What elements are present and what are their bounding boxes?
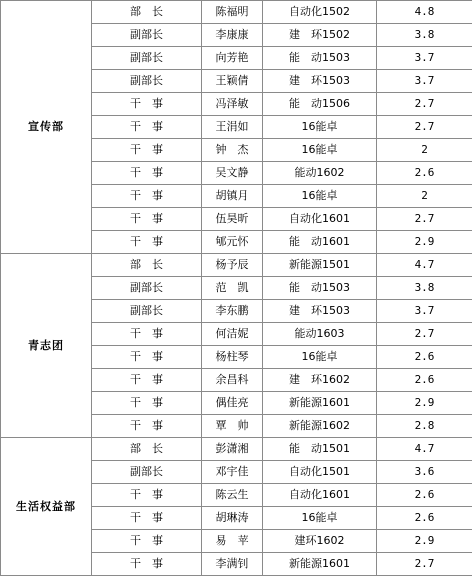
member-class: 建 环1602 bbox=[263, 369, 377, 392]
table-row bbox=[1, 254, 472, 277]
member-class: 能 动1503 bbox=[263, 47, 377, 70]
member-name: 何洁妮 bbox=[202, 323, 263, 346]
member-role: 副部长 bbox=[92, 300, 202, 323]
member-score: 4.8 bbox=[377, 1, 472, 24]
member-name: 胡琳涛 bbox=[202, 507, 263, 530]
member-class: 16能卓 bbox=[263, 185, 377, 208]
member-score: 2 bbox=[377, 185, 472, 208]
member-score: 3.7 bbox=[377, 70, 472, 93]
member-score: 2.9 bbox=[377, 231, 472, 254]
member-name: 彭潇湘 bbox=[202, 438, 263, 461]
member-score: 4.7 bbox=[377, 438, 472, 461]
member-name: 余昌科 bbox=[202, 369, 263, 392]
member-name: 覃 帅 bbox=[202, 415, 263, 438]
member-class: 新能源1601 bbox=[263, 392, 377, 415]
member-name: 杨予辰 bbox=[202, 254, 263, 277]
member-class: 新能源1501 bbox=[263, 254, 377, 277]
member-name: 向芳艳 bbox=[202, 47, 263, 70]
member-score: 3.8 bbox=[377, 277, 472, 300]
member-score: 2.6 bbox=[377, 162, 472, 185]
member-role: 干 事 bbox=[92, 530, 202, 553]
member-class: 新能源1601 bbox=[263, 553, 377, 576]
member-score: 2.7 bbox=[377, 116, 472, 139]
member-name: 邓宇佳 bbox=[202, 461, 263, 484]
member-score: 3.7 bbox=[377, 300, 472, 323]
member-role: 干 事 bbox=[92, 93, 202, 116]
member-name: 偶佳亮 bbox=[202, 392, 263, 415]
member-class: 自动化1601 bbox=[263, 208, 377, 231]
member-name: 杨柱琴 bbox=[202, 346, 263, 369]
member-role: 干 事 bbox=[92, 484, 202, 507]
member-role: 部 长 bbox=[92, 438, 202, 461]
member-score: 2.9 bbox=[377, 392, 472, 415]
member-role: 部 长 bbox=[92, 254, 202, 277]
member-name: 范 凯 bbox=[202, 277, 263, 300]
member-score: 2.7 bbox=[377, 553, 472, 576]
member-name: 钟 杰 bbox=[202, 139, 263, 162]
member-class: 16能卓 bbox=[263, 116, 377, 139]
member-role: 副部长 bbox=[92, 277, 202, 300]
member-score: 2.6 bbox=[377, 507, 472, 530]
member-class: 16能卓 bbox=[263, 139, 377, 162]
member-role: 干 事 bbox=[92, 553, 202, 576]
member-name: 王颖倩 bbox=[202, 70, 263, 93]
member-name: 李满钊 bbox=[202, 553, 263, 576]
member-class: 自动化1501 bbox=[263, 461, 377, 484]
member-role: 副部长 bbox=[92, 24, 202, 47]
member-role: 副部长 bbox=[92, 461, 202, 484]
member-class: 自动化1502 bbox=[263, 1, 377, 24]
member-role: 干 事 bbox=[92, 323, 202, 346]
member-score: 4.7 bbox=[377, 254, 472, 277]
member-name: 冯泽敏 bbox=[202, 93, 263, 116]
member-name: 吴文静 bbox=[202, 162, 263, 185]
member-score: 2.6 bbox=[377, 346, 472, 369]
member-score: 3.6 bbox=[377, 461, 472, 484]
member-role: 干 事 bbox=[92, 139, 202, 162]
member-name: 陈福明 bbox=[202, 1, 263, 24]
member-score: 3.7 bbox=[377, 47, 472, 70]
member-role: 干 事 bbox=[92, 369, 202, 392]
member-role: 干 事 bbox=[92, 507, 202, 530]
member-name: 郇元怀 bbox=[202, 231, 263, 254]
member-name: 胡镇月 bbox=[202, 185, 263, 208]
member-class: 16能卓 bbox=[263, 346, 377, 369]
member-role: 干 事 bbox=[92, 162, 202, 185]
member-name: 李康康 bbox=[202, 24, 263, 47]
roster-body bbox=[1, 1, 472, 576]
member-role: 干 事 bbox=[92, 392, 202, 415]
member-score: 2.6 bbox=[377, 369, 472, 392]
member-class: 能 动1501 bbox=[263, 438, 377, 461]
member-name: 易 苹 bbox=[202, 530, 263, 553]
member-role: 副部长 bbox=[92, 70, 202, 93]
member-class: 能动1602 bbox=[263, 162, 377, 185]
member-score: 3.8 bbox=[377, 24, 472, 47]
member-score: 2.7 bbox=[377, 323, 472, 346]
member-role: 副部长 bbox=[92, 47, 202, 70]
member-role: 干 事 bbox=[92, 208, 202, 231]
member-role: 干 事 bbox=[92, 231, 202, 254]
department-name: 生活权益部 bbox=[1, 438, 92, 576]
member-role: 部 长 bbox=[92, 1, 202, 24]
member-class: 16能卓 bbox=[263, 507, 377, 530]
member-score: 2 bbox=[377, 139, 472, 162]
member-name: 王涓如 bbox=[202, 116, 263, 139]
member-score: 2.9 bbox=[377, 530, 472, 553]
member-name: 伍昊昕 bbox=[202, 208, 263, 231]
table-row bbox=[1, 1, 472, 24]
department-name: 青志团 bbox=[1, 254, 92, 438]
member-class: 新能源1602 bbox=[263, 415, 377, 438]
member-role: 干 事 bbox=[92, 185, 202, 208]
member-class: 能动1603 bbox=[263, 323, 377, 346]
member-class: 能 动1503 bbox=[263, 277, 377, 300]
member-name: 李东鹏 bbox=[202, 300, 263, 323]
member-score: 2.8 bbox=[377, 415, 472, 438]
department-name: 宣传部 bbox=[1, 1, 92, 254]
member-class: 建环1602 bbox=[263, 530, 377, 553]
member-name: 陈云生 bbox=[202, 484, 263, 507]
member-role: 干 事 bbox=[92, 415, 202, 438]
member-role: 干 事 bbox=[92, 346, 202, 369]
member-score: 2.7 bbox=[377, 93, 472, 116]
member-score: 2.6 bbox=[377, 484, 472, 507]
member-class: 能 动1506 bbox=[263, 93, 377, 116]
member-score: 2.7 bbox=[377, 208, 472, 231]
member-class: 能 动1601 bbox=[263, 231, 377, 254]
table-row bbox=[1, 438, 472, 461]
member-class: 自动化1601 bbox=[263, 484, 377, 507]
member-role: 干 事 bbox=[92, 116, 202, 139]
member-class: 建 环1503 bbox=[263, 300, 377, 323]
member-class: 建 环1503 bbox=[263, 70, 377, 93]
member-class: 建 环1502 bbox=[263, 24, 377, 47]
